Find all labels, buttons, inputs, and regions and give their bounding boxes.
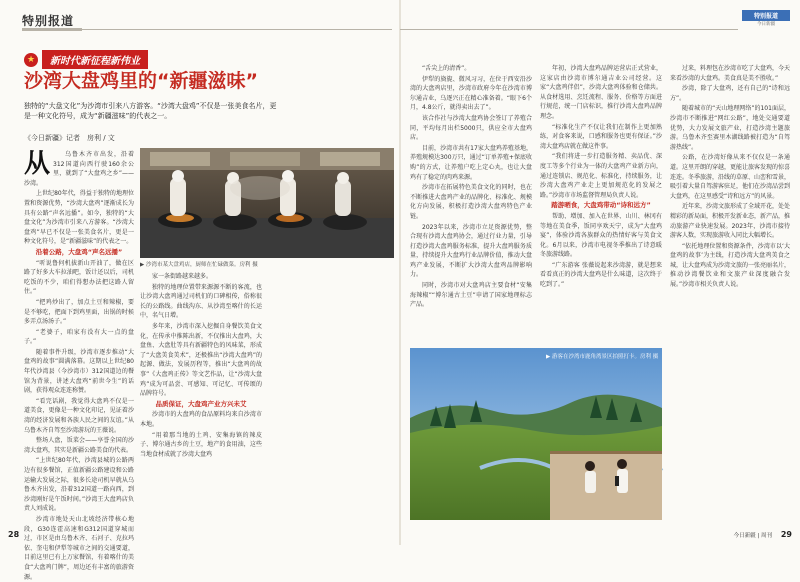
paragraph: 随着城市的“天山地理网络”的101面层，沙湾市不断推进“网红公路”，地处交通要道优势，大力发展文旅产业，打造沙湾主题旅游。乌鲁木齐至赛里木湖线路被打造为“自驾游热线”。: [670, 105, 790, 151]
paragraph: “用着那当地的土鸡、安集海镇的辣皮子、博尔通古乡的土豆，地产的食用油，这些当地食材成就了沙湾大盘鸡: [140, 431, 262, 458]
dropcap: 从: [24, 149, 51, 179]
paragraph: 近年来，沙湾文旅形成了全域开花，处处精彩的新局面，积极开发新业态，新产品，推动旅游产业快速发展。2023年，沙湾市接待游客人数，实现旅游收入同比大幅增长。: [670, 203, 791, 240]
logo-subtitle: 今日新疆: [757, 22, 775, 27]
caption-credit: 房利 摄: [239, 262, 258, 268]
paragraph: “听说鲁何机拔新山开油了，做在区路了好多大车拉油吧，饭计还以后，司机吃饭的不少，咱们得想办法把这路人留住。”: [24, 259, 134, 296]
left-column-1: [24, 149, 134, 581]
section-rule-thick: [22, 28, 82, 31]
paragraph: 该合作社与沙湾大盘鸡协会签订了养殖合同，平均每月出栏5000只，供应全市大盘鸡店。: [410, 114, 532, 142]
section-rule: [400, 29, 738, 30]
paragraph: 过来，料理包在沙湾市吃了大盘鸡，今天来看沙湾的大盘鸡。美食真是美不胜收。”: [670, 65, 791, 82]
paragraph: 公路，在沙湾好像从来不仅仅是一条通道。这里开朗的穿越，更能让旅客发现的惊喜连连。冬季旅游，沿线的草原、山峦和雪景，吸引着大量自驾游客驻足，他们在沙湾品尝到大盘鸡，在这里感受“诗和远方”的风景。: [670, 154, 791, 200]
paragraph: “标准化生产不仅让我们在制作上更加熟练，对食客来说，口感和服务也更有保证。”沙湾大盘鸡店就在做这件事。: [540, 123, 662, 150]
magazine-brand: 今日新疆 | 周刊: [733, 533, 772, 539]
paragraph: “舌尖上的清香”。: [422, 65, 471, 72]
paragraph: “把鸡炒出了，加点土豆和辣椒，要是不够吃，把面下到鸡里面，出锅的时候多弄点汤汤子。”: [24, 298, 134, 326]
paragraph: 独特的地理位置带来源源不断的客流，也让沙湾大盘鸡通过司机们的口碑相传，俗称很长的公路线。曲线沟东、从沙湾至喀什的长运中，名气日增。: [140, 283, 262, 320]
article-deck: 独特的“大盘文化”为沙湾市引来八方游客。“沙湾大盘鸡”不仅是一张美食名片，更是一种文化符号，成为“新疆滋味”的代表之一。: [24, 102, 277, 120]
photo-caption: [140, 260, 394, 268]
paragraph: 上世纪80年代，得益于独特的地理位置和资源优势，“沙湾大盘鸡”逐渐成长为具有公路“声名远播”。如今，独特的“大盘文化”为沙湾市引来八方游客。“沙湾大盘鸡”早已不仅是一张美食名片，更是一种文化符号，是“新疆滋味”的代表之一。: [24, 190, 134, 246]
paragraph: 随着事件升级，沙湾市逐步推动“大盘鸡的故事”圆满落幕。这期以上世纪80年代沙湾县（今沙湾市）312国道边的餐馆为背景，讲述大盘鸡“前世今生”的话剧，获得观众连连称赞。: [24, 348, 134, 395]
paragraph: “我们将进一步打造服务精、卖品优、深度工等多个行业为一体的大盘鸡产业新方向，通过连锁店、规范化、标准化，持续服务，让沙湾大盘鸡产业走上更加规范化的发展之路。”沙湾市市场监督管理局负责人说。: [540, 153, 662, 199]
paragraph: 整场人盘，饭菜会——享誉全国的沙湾大盘鸡，其实是新疆公路美食的代表。: [24, 437, 134, 454]
caption-marker-icon: ▶: [546, 354, 552, 360]
paragraph: 沙湾市在拓展特色美食文化的同时，也在不断推进大盘鸡产业的品牌化、标准化、规模化方向发展，积极打造沙湾大盘鸡特色产业链。: [410, 184, 532, 220]
paragraph: 沙湾市地处天山北坡经济带核心地段，G30连霍高速和G312国道穿城而过，市区是由乌鲁木齐、石河子、克拉玛依、奎屯和伊犁等城市之间的交通要道，目前这里已有上万家餐馆，有着喀什的美食“大盘鸡门牌”，周边还有丰富的旅游资源。: [24, 515, 134, 581]
paragraph: 帮助、增加、加入在世界、山川、林冈有等地在美食季，饭同享欢天宁，成为“大盘鸡宴”，体验沙湾各族群众的热情好客与美食文化。6月以来，沙湾市电视冬季推出了诗意暖冬旅游线路。: [540, 212, 662, 259]
series-tag: 新时代新征程新伟业: [42, 50, 148, 69]
caption-marker-icon: ▶: [140, 262, 146, 268]
caption-credit: 房利 摄: [640, 354, 659, 360]
paragraph: 沙湾市的大盘鸡的食品原料均来自沙湾市本地。: [140, 411, 262, 428]
subhead: 品质保证，大盘鸡产业方兴未艾: [155, 399, 247, 408]
right-column-2: [540, 64, 662, 344]
paragraph: 沙湾，除了大盘鸡，还有自己的“诗和远方”。: [670, 85, 790, 102]
section-label: 特别报道: [22, 14, 75, 28]
caption-text: 游客在沙湾市鹿角湾景区拍照打卡。: [551, 354, 640, 360]
right-column-3: [670, 64, 790, 520]
right-column-1: [410, 64, 532, 344]
paragraph: 同时，沙湾市对大盘鸡店主要食材“安集海辣椒”“博尔通古土豆”申请了国家地理标志产品。: [410, 282, 532, 309]
paragraph: 年初，沙湾大盘鸡品牌运营店正式营业，这家店由沙湾市博尔通吉业公司经营。这家“大盘鸡伴侣”，沙湾大盘鸡体验和仓储共。从食材选用、烹饪流程、服务、价格等方面进行规范，统一门店标识，推行沙湾大盘鸡品牌理念。: [540, 65, 662, 120]
paragraph: 目前，沙湾市共有17家大盘鸡养殖基地，养殖规模达300万只，通过“订单养殖+保底收购”的方式，让养殖户吃上定心丸，也让大盘鸡有了稳定的肉鸡来源。: [410, 144, 532, 181]
kitchen-photo: [140, 148, 394, 258]
article-headline: 沙湾大盘鸡里的“新疆滋味”: [24, 70, 258, 92]
right-page: [400, 0, 800, 545]
landscape-photo: [410, 348, 662, 520]
paragraph: 多年来，沙湾市深入挖掘自身餐饮美食文化，在传承中推陈出新，不仅推出大盘鸡，大盘鱼、大盘肚等具有新疆特色的风味菜，形成了“大盘美食美术”，还极推出“沙湾大盘鸡”的起源、做法，发展历程等，推出“大盘鸡的故事”《大盘鸡正传》等文艺作品，让“沙湾大盘鸡”成为可品尝、可感知、可记忆、可传颂的品牌符号。: [140, 322, 262, 398]
logo-title: 特别报道: [742, 10, 790, 21]
paragraph: “上世纪80年代，沙湾县城的公路两边有很多餐馆，正值新疆公路建设和公路运输大发展之际，很多长途司机早就从乌鲁木齐出发，沿着312国道一路向西，到沙湾刚好是午饭时间。”沙湾王大盘鸡店负责人刘成说。: [24, 457, 134, 513]
paragraph: “依托地理位置和资源条件，沙湾市以‘大盘鸡的故事’为主线，打造沙湾大盘鸡美食之城，让大盘鸡成为沙湾文旅的一张亮丽名片，推动沙湾餐饮业和文旅产业深度融合发展。”沙湾市相关负责人说。: [670, 242, 791, 289]
subhead: 沿着公路，大盘鸡“声名远播”: [35, 247, 123, 256]
party-emblem-icon: ★: [24, 53, 38, 67]
photo-caption: [546, 352, 658, 360]
paragraph: “广东游客 张薇说起来沙湾游，就是想来看看真正的沙湾大盘鸡是什么味道，这次终于吃到了。”: [540, 261, 662, 289]
paragraph: 乌鲁木齐市出发，沿着312国道向西行驶160余公里，就到了“大盘鸡之乡”——沙湾。: [24, 151, 134, 187]
subhead: 踏游晒食，大盘鸡带动“诗和远方”: [551, 201, 651, 210]
magazine-logo: [742, 10, 790, 27]
page-number: 29: [780, 530, 792, 539]
page-number: 28: [8, 530, 20, 539]
paragraph: “看完话剧，我觉得大盘鸡不仅是一道美食，更像是一种文化印记，见证着沙湾的经济发展和各族人民之间的友谊。”从乌鲁木齐自驾至沙湾游玩的王薇说。: [24, 397, 134, 434]
left-column-2: [140, 272, 262, 522]
caption-text: 沙湾市某大盘鸡店，厨师在忙碌做菜。: [145, 262, 240, 268]
left-page: [0, 0, 400, 581]
paragraph: 2023年以来，沙湾市立足资源优势，整合现有沙湾大盘鸡协会，通过行业力量，引导打造沙湾大盘鸡服务标准，提升大盘鸡服务质量，持续提升大盘鸡行业品牌价值，推动大盘鸡产业发展，不断扩大沙湾大盘鸡品牌影响力。: [410, 223, 532, 279]
paragraph: 家一条街路越来越多。: [152, 273, 213, 280]
paragraph: 伊犁的旖旎、微风习习，在位于西安沿沙湾的大盘鸡店里，沙湾市政府今年在沙湾市博尔通吉业，乌逐兴正在精心准备着。“眼下6个月，4.8公斤，就得卖出去了”。: [410, 75, 532, 112]
paragraph: “老婆子，咱家有没有大一点的盘子。”: [24, 328, 134, 346]
article-byline: 《今日新疆》记者 房利 / 文: [24, 134, 115, 142]
